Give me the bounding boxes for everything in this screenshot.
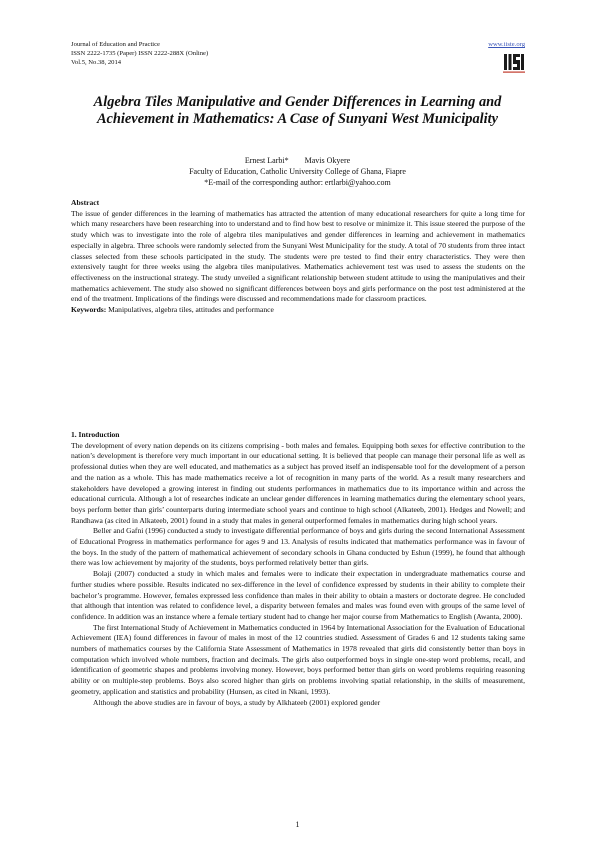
journal-url-link[interactable]: www.iiste.org xyxy=(488,41,525,48)
corresponding-email: *E-mail of the corresponding author: ertlarbi@yahoo.com xyxy=(204,178,391,187)
journal-header-right xyxy=(488,40,525,74)
introduction-heading: 1. Introduction xyxy=(71,430,120,439)
volume-line: Vol.5, No.38, 2014 xyxy=(71,59,122,66)
journal-header xyxy=(71,40,208,67)
author-names xyxy=(60,155,535,166)
keywords-label: Keywords: xyxy=(71,305,107,315)
abstract-heading: Abstract xyxy=(71,198,100,207)
keywords-text: Manipulatives, algebra tiles, attitudes and performance xyxy=(106,305,274,315)
author-block xyxy=(60,155,535,188)
issn-line: ISSN 2222-1735 (Paper) ISSN 2222-288X (Online) xyxy=(71,50,209,57)
abstract-section xyxy=(71,198,525,316)
page-number: 1 xyxy=(295,820,300,829)
intro-paragraph-2: Beller and Gafni (1996) conducted a study to investigate differential performance of boys and girls during the second International Assessment of Educational Progress in mathematics performance for ages 9 and 13. Analysis of results indicated that mathematics performance was in favour of the boys. In the study of the pattern of mathematical achievement of secondary schools in Ghana conducted by Eshun (1999), he found that although there was low achievement by majority of the students, boys performed relatively better than girls. xyxy=(71,526,525,568)
paper-title: Algebra Tiles Manipulative and Gender Differences in Learning and Achievement in Mathematics: A Case of Sunyani West Municipality xyxy=(93,94,502,127)
author-2: Mavis Okyere xyxy=(304,156,351,165)
introduction-section xyxy=(71,430,525,708)
author-1: Ernest Larbi* xyxy=(244,156,289,165)
affiliation: Faculty of Education, Catholic University College of Ghana, Fiapre xyxy=(189,167,406,176)
journal-name: Journal of Education and Practice xyxy=(71,41,160,48)
intro-paragraph-4: The first International Study of Achievement in Mathematics conducted in 1964 by International Association for the Evaluation of Educational Achievement (IEA) found differences in favour of males in most of the 12 countries studied. Assessment of Grades 6 and 12 students taking same numbers of mathematics courses by the California State Assessment of Mathematics in 1978 revealed that girls did consistently better than boys in computation which involved whole numbers, fraction and decimals. The girls also outperformed boys in single one-step word problems, recall, and identification of geometric shapes and problems involving money. However, boys performed better than girls on word problems requiring reasoning ability or on multiple-step problems. Boys also scored higher than girls on problems involving spatial relationship, in the skills of measurement, geometry, application and statistics and probability (Hunsen, as cited in Nkani, 1993). xyxy=(71,622,525,696)
abstract-text: The issue of gender differences in the learning of mathematics has attracted the attention of many educational researchers for quite a long time for which many researchers have been researching into to understand and to find how best to resolve or minimize it. This issue steered the purpose of the study which was to investigate into the role of algebra tiles manipulatives and gender differences in learning and achievement in mathematics especially in algebra. Three schools were randomly selected from the Sunyani West Municipality for the study. A total of 70 students from three intact classes selected from these schools participated in the study. The students were pre tested to find their entry characteristics. They were then extensively taught for three weeks using the algebra tiles manipulatives. Mathematics achievement test was used to assess the students on the effectiveness on the instructional strategy. The study unveiled a significant relationship between student attitude to using the manipulatives and their mathematics achievement. The study also showed no significant differences between boys and girls performance on the post test administered at the end of the treatment. Implications of the findings were discussed and recommendations made for classroom practices. xyxy=(71,208,525,304)
intro-paragraph-3: Bolaji (2007) conducted a study in which males and females were to indicate their expectation in undergraduate mathematics course and further studies where possible. Results indicated no sex-difference in the level of confidence expressed by students in their ability to complete their bachelor’s programme. However, females expressed less confidence than males in their ability to obtain a masters or doctorate degree. He concluded that although that intention was related to confidence level, a disparity between females and males was found even with groups of the same level of confidence. In addition was an instance where a female tertiary student had to change her major course from Mathematics to English (Awanta, 2000). xyxy=(71,569,525,621)
intro-paragraph-1: The development of every nation depends on its citizens comprising - both males and females. Equipping both sexes for effective contribution to the nation’s development is therefore very much important in our educational setting. It is believed that people can manage their personal life as well as professional duties when they are well educated, and mathematics as a subject has proved itself an indispensable tool for the development of a person and the nation as a whole. This has made mathematics receive a lot of recognition in many parts of the world. As a result many researchers and stakeholders have developed a growing interest in finding out students performances in mathematics due to its importance within and across the educational curricula. Although a lot of researches indicate an unclear gender differences in learning mathematics during the elementary school years, boys perform better than girls’ counterparts during intermediate school years and continue to high school (Alkateeb, 2001). Hedges and Nowell; and Randhawa (as cited in Alkateeb, 2001) found in a study that males in general outperformed females in mathematics during high school years. xyxy=(71,440,525,525)
iiste-logo-icon xyxy=(503,52,525,74)
keywords-line xyxy=(71,305,525,316)
intro-paragraph-5: Although the above studies are in favour of boys, a study by Alkhateeb (2001) explored gender xyxy=(93,697,381,707)
